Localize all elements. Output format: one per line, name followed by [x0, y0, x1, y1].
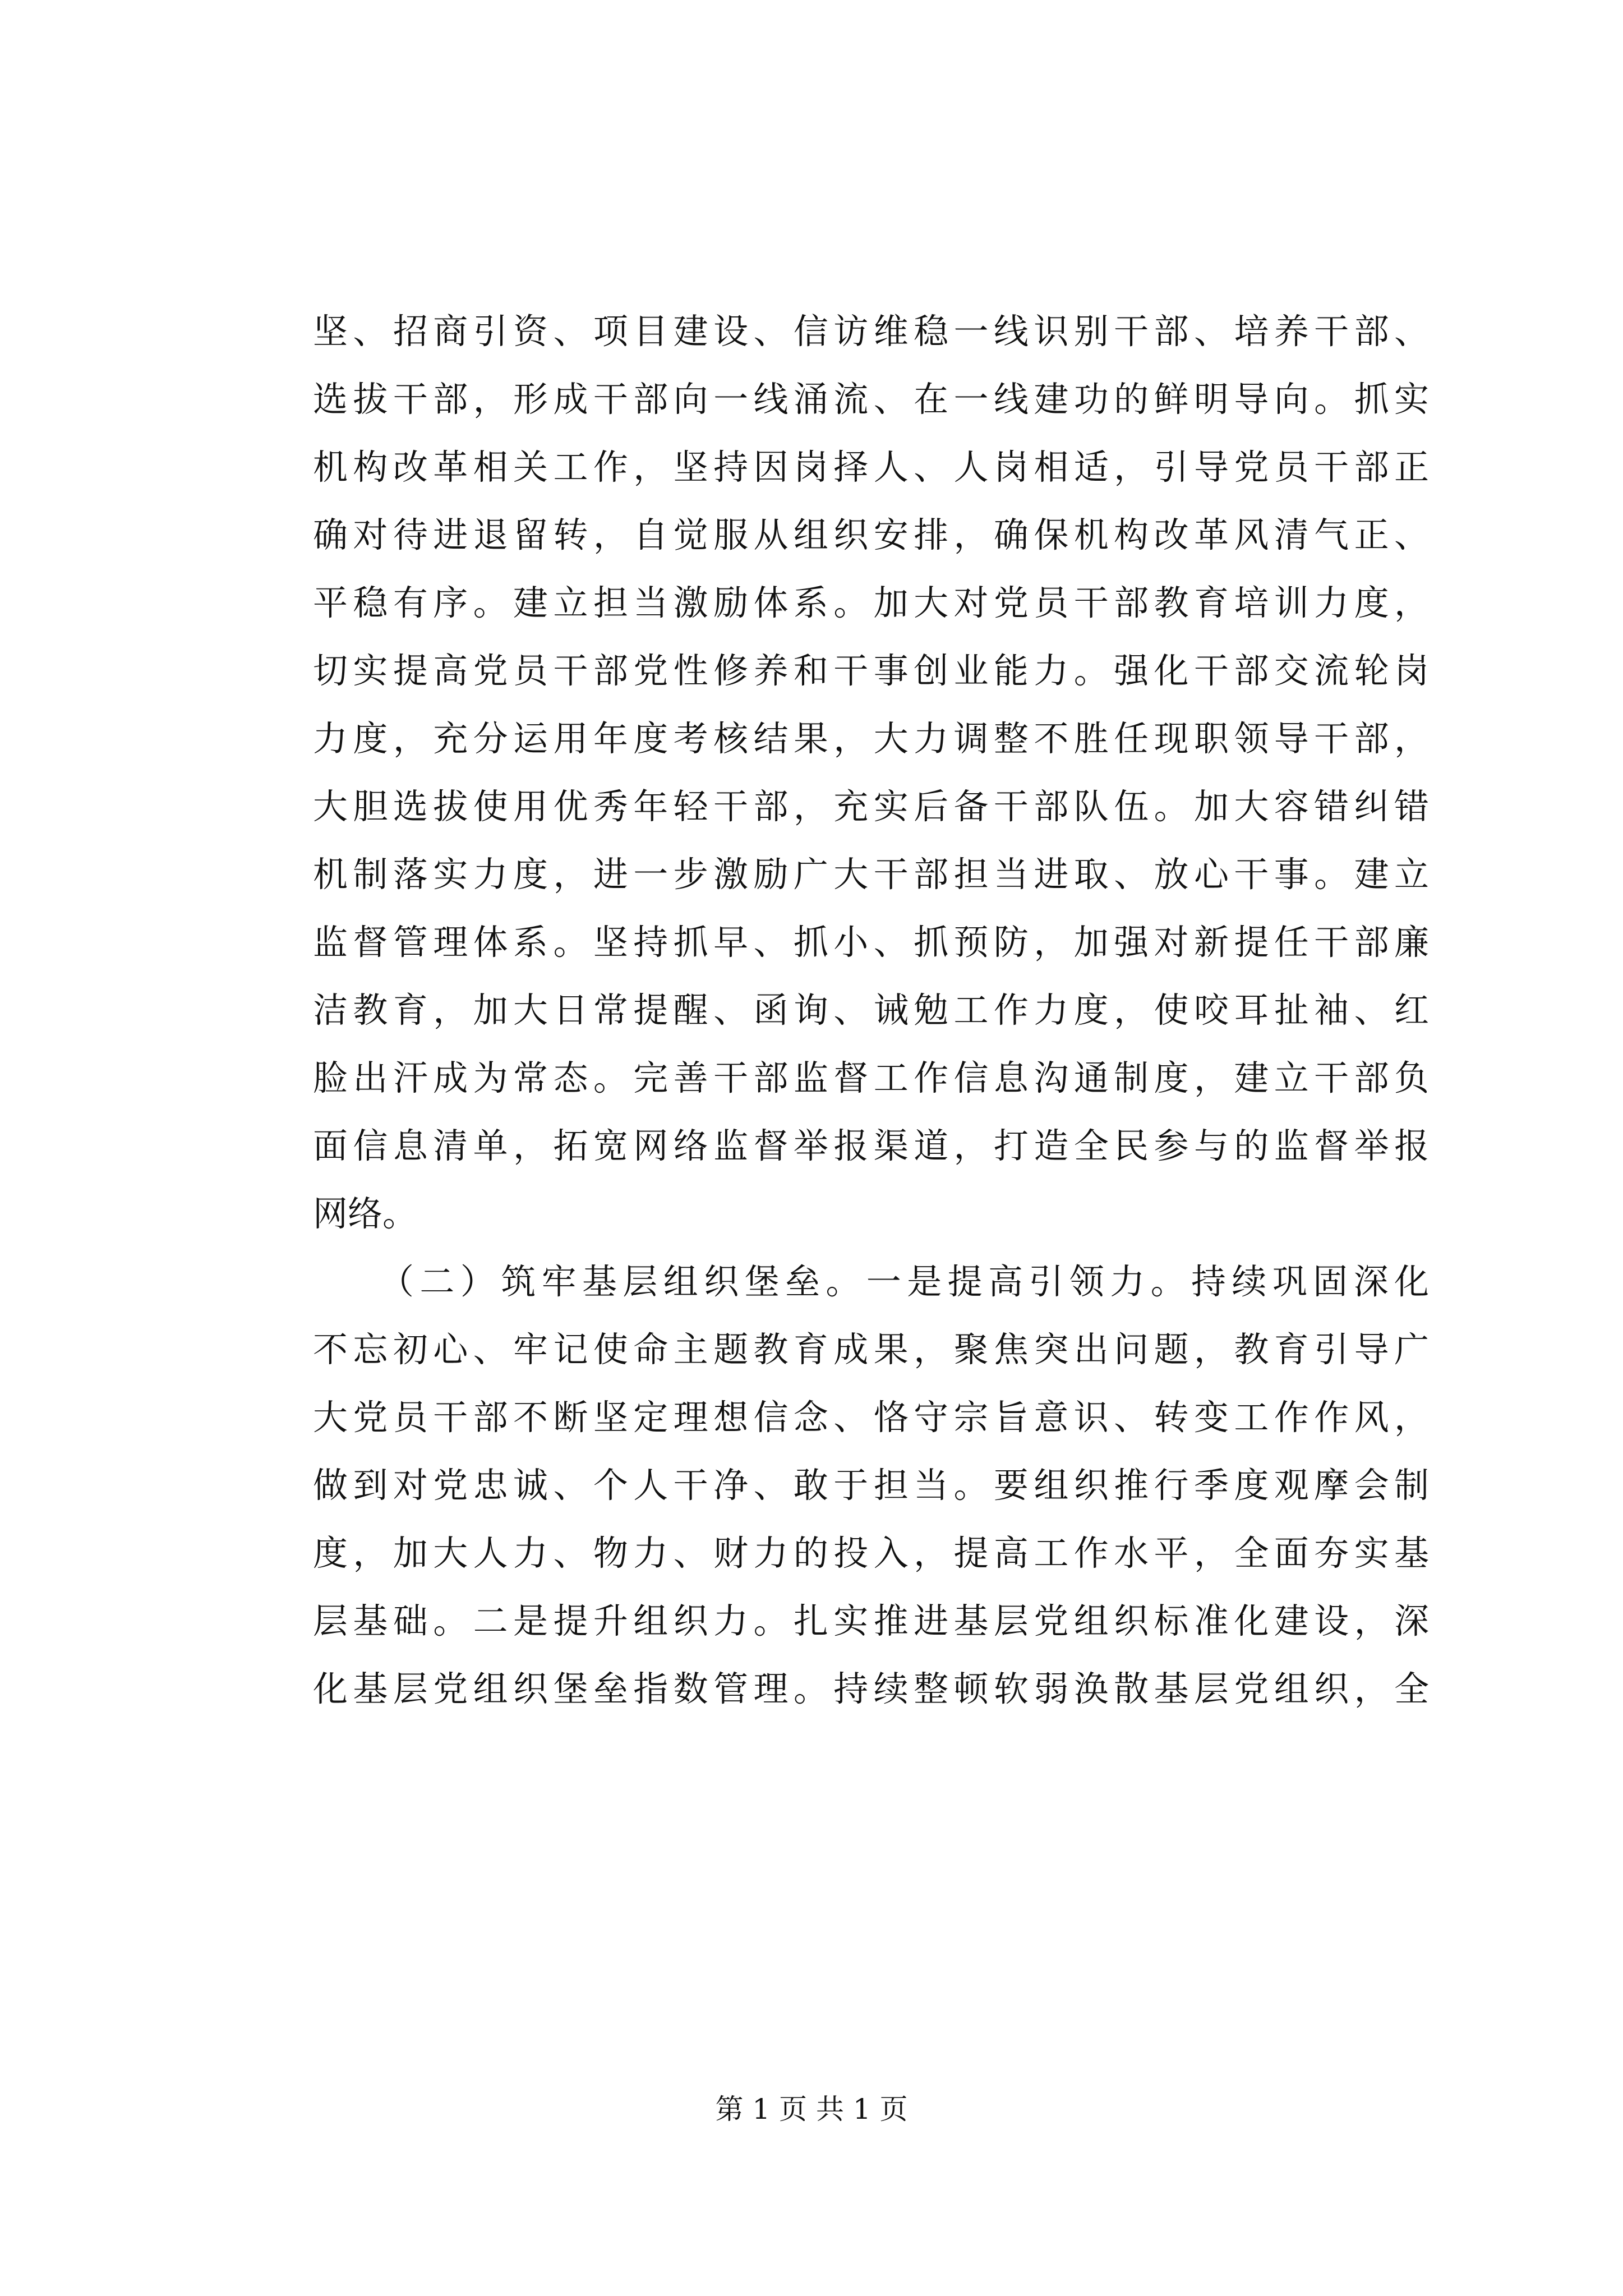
text-line: 平稳有序。建立担当激励体系。加大对党员干部教育培训力度， — [313, 582, 1429, 623]
document-body — [313, 297, 1429, 1723]
text-line: 做到对党忠诚、个人干净、敢于担当。要组织推行季度观摩会制 — [313, 1465, 1429, 1506]
text-line-paragraph-end: 网络。 — [313, 1193, 418, 1234]
text-line: 坚、招商引资、项目建设、信访维稳一线识别干部、培养干部、 — [313, 311, 1429, 352]
text-line: 大党员干部不断坚定理想信念、恪守宗旨意识、转变工作作风， — [313, 1397, 1429, 1438]
text-line: 大胆选拔使用优秀年轻干部，充实后备干部队伍。加大容错纠错 — [313, 786, 1429, 827]
text-line: 机构改革相关工作，坚持因岗择人、人岗相适，引导党员干部正 — [313, 447, 1429, 487]
page-footer: 第 1 页 共 1 页 — [715, 2093, 908, 2125]
text-line: 机制落实力度，进一步激励广大干部担当进取、放心干事。建立 — [313, 854, 1429, 895]
text-line: 切实提高党员干部党性修养和干事创业能力。强化干部交流轮岗 — [313, 650, 1429, 691]
text-line: 层基础。二是提升组织力。扎实推进基层党组织标准化建设，深 — [313, 1600, 1429, 1641]
text-line: 选拔干部，形成干部向一线涌流、在一线建功的鲜明导向。抓实 — [313, 379, 1429, 420]
text-line: 面信息清单，拓宽网络监督举报渠道，打造全民参与的监督举报 — [313, 1125, 1429, 1166]
text-line: 力度，充分运用年度考核结果，大力调整不胜任现职领导干部， — [313, 718, 1429, 759]
text-line: 监督管理体系。坚持抓早、抓小、抓预防，加强对新提任干部廉 — [313, 922, 1429, 963]
text-line: 洁教育，加大日常提醒、函询、诫勉工作力度，使咬耳扯袖、红 — [313, 990, 1429, 1030]
text-line: 脸出汗成为常态。完善干部监督工作信息沟通制度，建立干部负 — [313, 1057, 1429, 1098]
text-line: 化基层党组织堡垒指数管理。持续整顿软弱涣散基层党组织，全 — [313, 1668, 1429, 1709]
text-line: 不忘初心、牢记使命主题教育成果，聚焦突出问题，教育引导广 — [313, 1329, 1429, 1370]
text-line: 度，加大人力、物力、财力的投入，提高工作水平，全面夯实基 — [313, 1533, 1429, 1573]
section-heading-line: （二）筑牢基层组织堡垒。一是提高引领力。持续巩固深化 — [379, 1261, 1429, 1302]
text-line: 确对待进退留转，自觉服从组织安排，确保机构改革风清气正、 — [313, 514, 1429, 555]
